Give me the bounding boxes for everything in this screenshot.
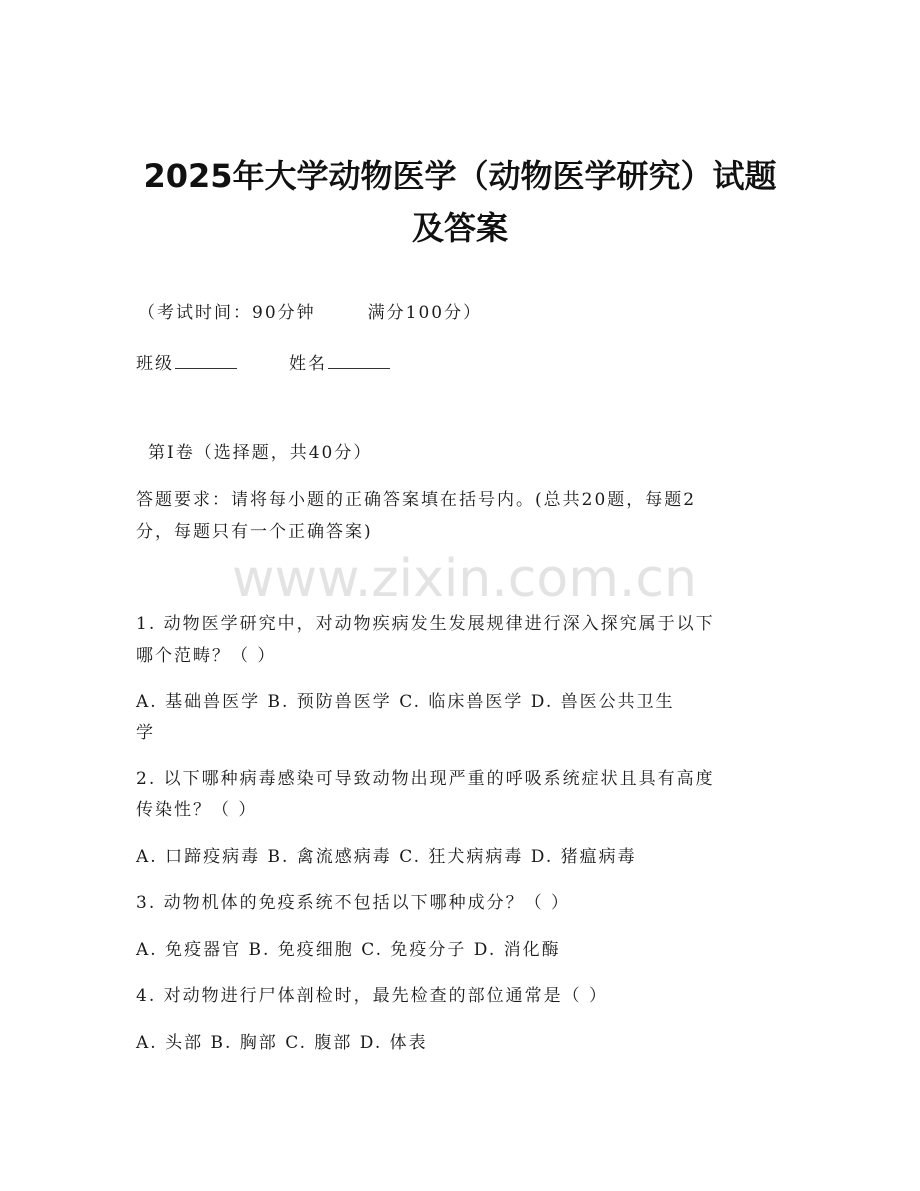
- document-title-line-2: 及答案: [411, 209, 508, 247]
- exam-time: （考试时间：90分钟: [138, 303, 316, 323]
- exam-full-score: 满分100分）: [367, 303, 483, 323]
- document-title-line-1: 2025年大学动物医学（动物医学研究）试题: [143, 157, 777, 195]
- question-1-text-line-1: 1. 动物医学研究中，对动物疾病发生发展规律进行深入探究属于以下: [136, 614, 715, 634]
- question-2-text-line-1: 2. 以下哪种病毒感染可导致动物出现严重的呼吸系统症状且具有高度: [136, 769, 715, 789]
- question-4-options: A. 头部 B. 胸部 C. 腹部 D. 体表: [136, 1033, 428, 1053]
- instructions-line-1: 答题要求：请将每小题的正确答案填在括号内。(总共20题，每题2: [136, 490, 697, 510]
- question-3-text: 3. 动物机体的免疫系统不包括以下哪种成分？（ ）: [136, 893, 571, 913]
- question-1-text-line-2: 哪个范畴？（ ）: [136, 646, 277, 666]
- question-2-text-line-2: 传染性？（ ）: [136, 800, 258, 820]
- name-blank: [328, 354, 390, 369]
- question-4-text: 4. 对动物进行尸体剖检时，最先检查的部位通常是（ ）: [136, 986, 609, 1006]
- question-1-options-line-1: A. 基础兽医学 B. 预防兽医学 C. 临床兽医学 D. 兽医公共卫生: [136, 692, 675, 712]
- class-blank: [175, 354, 237, 369]
- question-3-options: A. 免疫器官 B. 免疫细胞 C. 免疫分子 D. 消化酶: [136, 940, 561, 960]
- question-1-options-line-2: 学: [136, 723, 155, 743]
- section-heading: 第Ⅰ卷（选择题，共40分）: [148, 443, 373, 463]
- instructions-line-2: 分，每题只有一个正确答案): [136, 522, 373, 542]
- watermark: www.zixin.com.cn: [232, 549, 697, 609]
- name-label: 姓名: [289, 354, 327, 374]
- student-fields: [136, 354, 390, 373]
- question-2-options: A. 口蹄疫病毒 B. 禽流感病毒 C. 狂犬病病毒 D. 猪瘟病毒: [136, 847, 637, 867]
- class-label: 班级: [136, 354, 174, 374]
- exam-info: [138, 305, 482, 322]
